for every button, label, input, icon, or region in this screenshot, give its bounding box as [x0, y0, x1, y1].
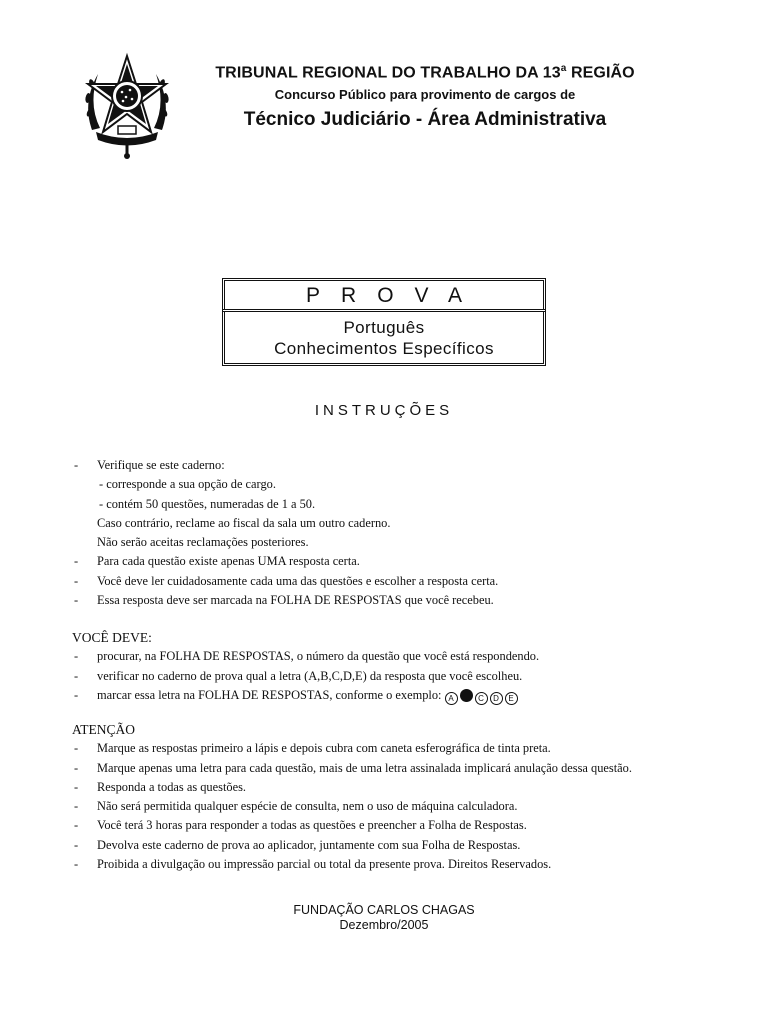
list-item: - contém 50 questões, numeradas de 1 a 50. [99, 496, 316, 511]
list-item: - Devolva este caderno de prova ao aplicador, juntamente com sua Folha de Respostas. [74, 837, 521, 852]
exam-label: PROVA [306, 284, 483, 307]
list-item: - Marque apenas uma letra para cada questão, mais de uma letra assinalada implicará anulação dessa questão. [74, 760, 632, 775]
ordinal-superscript: a [560, 63, 567, 74]
exam-date: Dezembro/2005 [339, 918, 429, 932]
instructions-title: INSTRUÇÕES [314, 402, 454, 419]
contest-subtitle: Concurso Público para provimento de cargos de [274, 87, 576, 103]
bubble-d: D [490, 692, 503, 705]
list-item: - Não será permitida qualquer espécie de consulta, nem o uso de máquina calculadora. [74, 799, 518, 814]
exam-label-frame [222, 278, 546, 312]
subject-portugues: Português [343, 318, 425, 337]
brazil-coat-of-arms-icon [78, 52, 176, 160]
you-must-section [72, 628, 712, 707]
exam-box [222, 278, 546, 366]
list-item: - verificar no caderno de prova qual a letra (A,B,C,D,E) da resposta que você escolheu. [74, 668, 523, 683]
list-item: - marcar essa letra na FOLHA DE RESPOSTAS, conforme o exemplo: A C D E [72, 686, 712, 707]
bubble-c: C [475, 692, 488, 705]
exam-subjects [225, 317, 543, 359]
bubble-b-filled [460, 689, 473, 702]
list-item: - Para cada questão existe apenas UMA resposta certa. [74, 554, 360, 569]
document-header [180, 63, 670, 131]
list-item: - Responda a todas as questões. [74, 779, 247, 794]
bubble-a: A [445, 692, 458, 705]
attention-section [72, 720, 712, 874]
document-footer [0, 903, 768, 933]
list-item: - Você terá 3 horas para responder a todas as questões e preencher a Folha de Respostas. [74, 818, 527, 833]
you-must-heading: VOCÊ DEVE: [72, 630, 152, 645]
bubble-e: E [505, 692, 518, 705]
organizer-name: FUNDAÇÃO CARLOS CHAGAS [293, 903, 475, 917]
answer-example [445, 688, 520, 707]
attention-heading: ATENÇÃO [72, 722, 135, 737]
position-title: Técnico Judiciário - Área Administrativa [243, 109, 607, 131]
list-item: - procurar, na FOLHA DE RESPOSTAS, o número da questão que você está respondendo. [74, 649, 540, 664]
list-item: - Marque as respostas primeiro a lápis e depois cubra com caneta esferográfica de tinta preta. [74, 741, 551, 756]
subject-conhecimentos: Conhecimentos Específicos [274, 339, 494, 358]
list-item: - Você deve ler cuidadosamente cada uma das questões e escolher a resposta certa. [74, 573, 499, 588]
list-item: - Essa resposta deve ser marcada na FOLHA DE RESPOSTAS que você recebeu. [74, 593, 494, 608]
list-item: - corresponde a sua opção de cargo. [99, 477, 276, 492]
institution-title: TRIBUNAL REGIONAL DO TRABALHO DA 13$^a$ REGIÃO [215, 63, 635, 82]
list-item: Não serão aceitas reclamações posteriores. [97, 535, 309, 550]
exam-subjects-frame [222, 309, 546, 366]
list-item: - Verifique se este caderno: [74, 458, 225, 472]
list-item: - Proibida a divulgação ou impressão parcial ou total da presente prova. Direitos Reservados. [74, 857, 552, 872]
list-item: Caso contrário, reclame ao fiscal da sala um outro caderno. [97, 515, 391, 530]
verify-section [72, 456, 712, 610]
